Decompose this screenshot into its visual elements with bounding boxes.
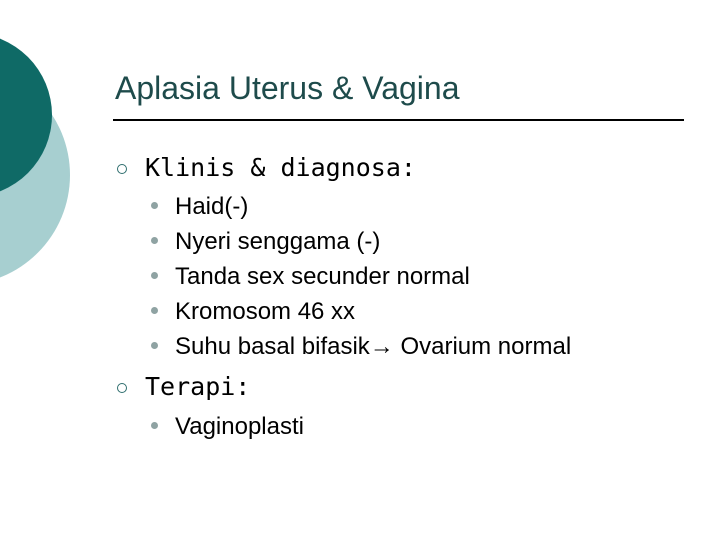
title-underline [113,119,684,121]
item-bullet-icon [151,307,158,314]
item-bullet-icon [151,237,158,244]
item-bullet-icon [151,422,158,429]
list-item: Vaginoplasti [175,413,304,440]
list-item: Tanda sex secunder normal [175,263,470,290]
list-item: Suhu basal bifasik→ Ovarium normal [175,333,572,360]
item-bullet-icon [151,202,158,209]
section-heading: Klinis & diagnosa: [145,153,416,182]
section-bullet-icon [117,164,127,174]
section-heading: Terapi: [145,372,251,401]
decorative-circles [0,0,140,300]
list-item: Kromosom 46 xx [175,298,356,325]
section-bullet-icon [117,383,127,393]
list-item: Nyeri senggama (-) [175,228,381,255]
list-item: Haid(-) [175,193,249,220]
slide-title: Aplasia Uterus & Vagina [115,70,460,106]
item-bullet-icon [151,342,158,349]
item-bullet-icon [151,272,158,279]
